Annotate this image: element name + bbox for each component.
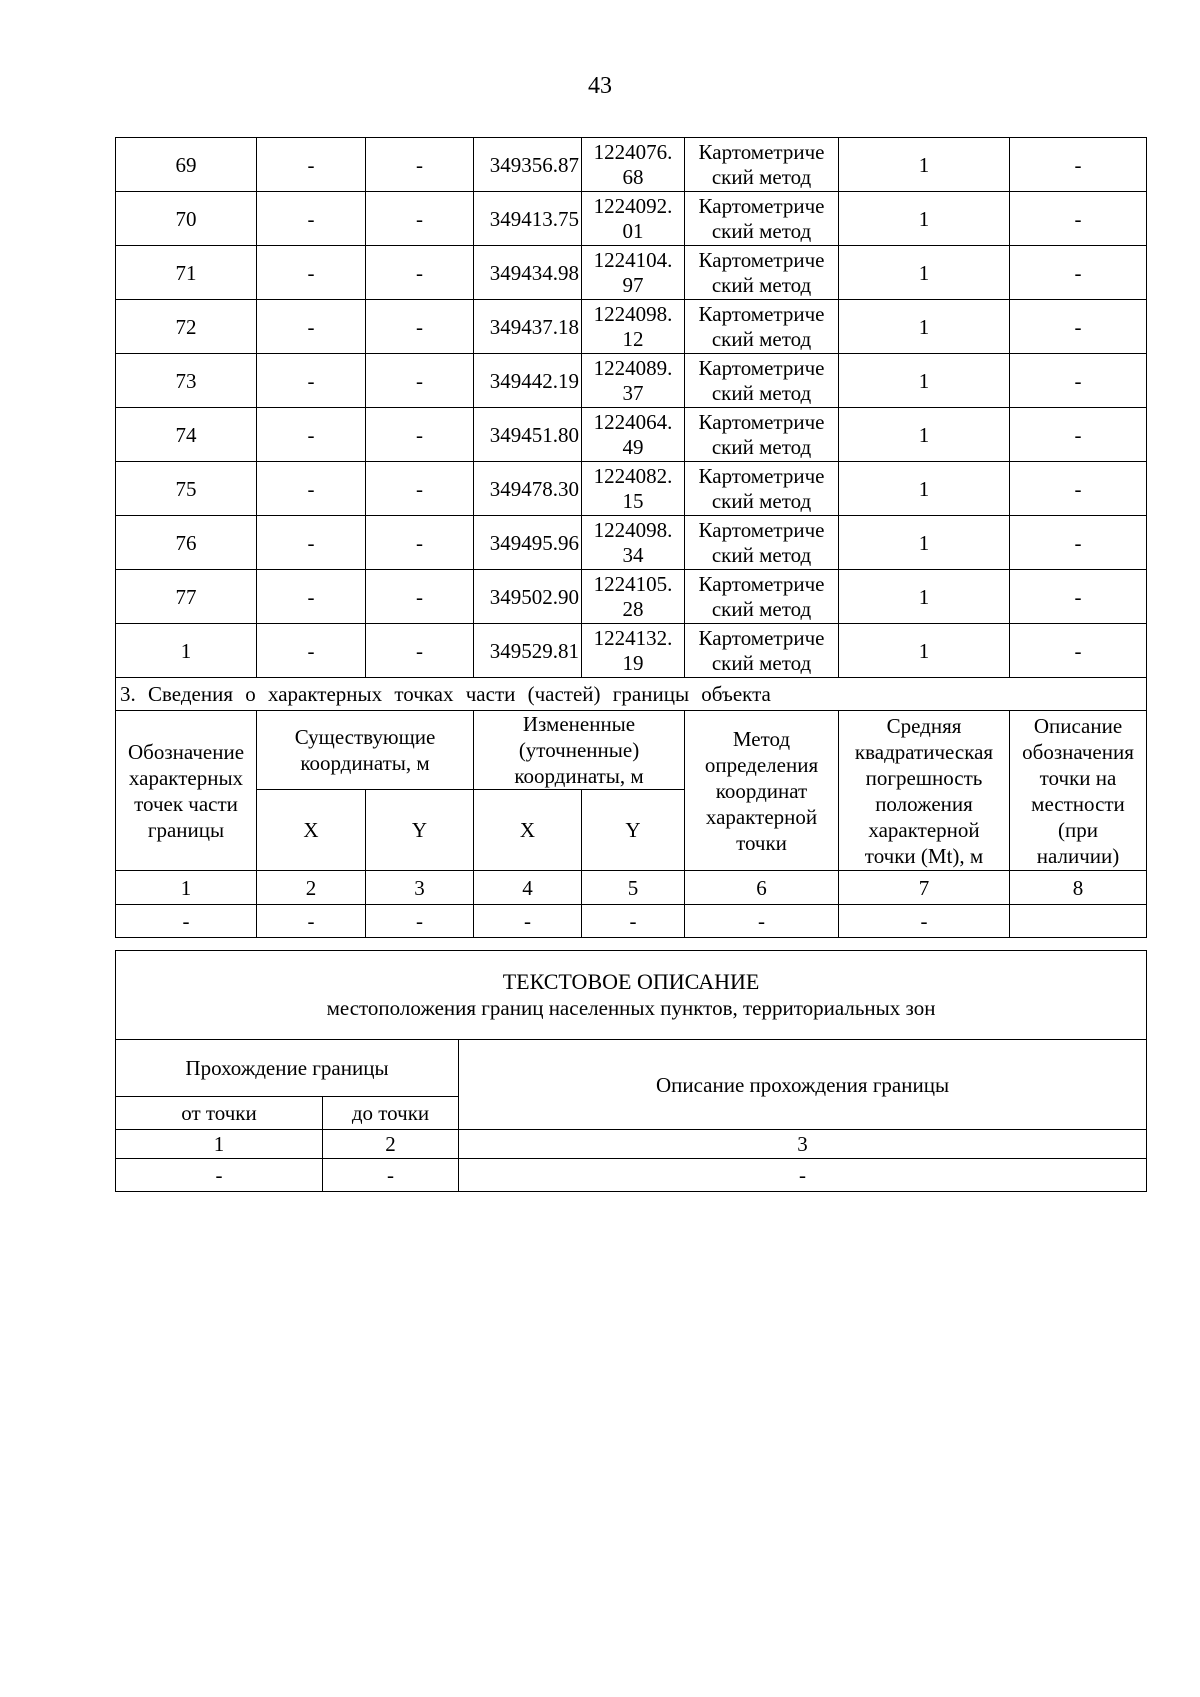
column-number: 5 <box>582 871 685 905</box>
method-cell <box>685 354 839 408</box>
mean-error-cell: 1 <box>839 354 1010 408</box>
existing-x-cell: - <box>257 408 366 462</box>
existing-y-cell: - <box>366 624 474 678</box>
existing-x-cell: - <box>257 462 366 516</box>
changed-y-cell-line: 1224064. <box>593 409 673 434</box>
changed-x-cell: 349437.18 <box>474 300 582 354</box>
description-cell: - <box>1010 516 1147 570</box>
changed-y-cell-line: 1224098. <box>593 301 673 326</box>
header-changed-coords: Измененные (уточненные) координаты, м <box>474 711 685 790</box>
changed-y-cell-line: 15 <box>622 488 644 513</box>
table-row <box>116 246 1147 300</box>
changed-y-cell <box>582 624 685 678</box>
table-row <box>116 192 1147 246</box>
changed-y-cell-line: 1224089. <box>593 355 673 380</box>
existing-y-cell: - <box>366 462 474 516</box>
changed-y-cell-line: 49 <box>622 434 644 459</box>
method-cell-line: Картометриче <box>698 571 825 596</box>
table-cell: - <box>474 905 582 938</box>
text-description-subtitle: местоположения границ населенных пунктов, территориальных зон <box>326 996 936 1020</box>
table-cell <box>1010 905 1147 938</box>
point-cell: 77 <box>116 570 257 624</box>
table-row <box>116 516 1147 570</box>
changed-y-cell <box>582 408 685 462</box>
existing-x-cell: - <box>257 300 366 354</box>
method-cell <box>685 408 839 462</box>
column-number: 1 <box>116 1130 323 1159</box>
table-cell: - <box>839 905 1010 938</box>
existing-x-cell: - <box>257 192 366 246</box>
text-column-number-row <box>116 1130 1147 1159</box>
method-cell-line: Картометриче <box>698 463 825 488</box>
from-point-header: от точки <box>116 1097 323 1130</box>
table-row <box>116 408 1147 462</box>
column-number: 1 <box>116 871 257 905</box>
method-cell-line: ский метод <box>711 596 812 621</box>
header-method: Метод определения координат характерной точки <box>685 711 839 871</box>
method-cell-line: ский метод <box>711 488 812 513</box>
description-cell: - <box>1010 138 1147 192</box>
existing-x-cell: - <box>257 354 366 408</box>
method-cell-line: ский метод <box>711 272 812 297</box>
changed-x-cell: 349356.87 <box>474 138 582 192</box>
point-cell: 75 <box>116 462 257 516</box>
changed-y-cell <box>582 570 685 624</box>
table-row <box>116 300 1147 354</box>
header-existing-coords: Существующие координаты, м <box>257 711 474 790</box>
changed-y-cell-line: 1224132. <box>593 625 673 650</box>
description-cell: - <box>1010 462 1147 516</box>
table-cell: - <box>582 905 685 938</box>
changed-y-cell <box>582 354 685 408</box>
mean-error-cell: 1 <box>839 462 1010 516</box>
coordinates-table <box>115 137 1147 938</box>
text-description-heading <box>116 951 1147 1040</box>
point-cell: 74 <box>116 408 257 462</box>
method-cell-line: Картометриче <box>698 409 825 434</box>
section3-block <box>116 678 1147 938</box>
changed-y-cell <box>582 462 685 516</box>
method-cell <box>685 516 839 570</box>
column-number: 4 <box>474 871 582 905</box>
existing-x-cell: - <box>257 246 366 300</box>
header-mean-error: Средняя квадратическая погрешность положения характерной точки (Mt), м <box>839 711 1010 871</box>
existing-y-cell: - <box>366 138 474 192</box>
existing-y-cell: - <box>366 354 474 408</box>
section3-empty-row <box>116 905 1147 938</box>
description-cell: - <box>1010 408 1147 462</box>
table-cell: - <box>257 905 366 938</box>
changed-x-cell: 349413.75 <box>474 192 582 246</box>
existing-x-cell: - <box>257 516 366 570</box>
method-cell-line: ский метод <box>711 380 812 405</box>
passage-header: Прохождение границы <box>116 1040 459 1097</box>
existing-x-cell: - <box>257 624 366 678</box>
method-cell-line: ский метод <box>711 650 812 675</box>
existing-y-cell: - <box>366 516 474 570</box>
description-cell: - <box>1010 354 1147 408</box>
method-cell <box>685 138 839 192</box>
column-number: 3 <box>366 871 474 905</box>
changed-y-cell <box>582 300 685 354</box>
changed-y-cell <box>582 192 685 246</box>
mean-error-cell: 1 <box>839 624 1010 678</box>
method-cell-line: Картометриче <box>698 355 825 380</box>
method-cell-line: Картометриче <box>698 517 825 542</box>
changed-y-cell-line: 1224098. <box>593 517 673 542</box>
changed-x-cell: 349478.30 <box>474 462 582 516</box>
method-cell-line: Картометриче <box>698 301 825 326</box>
point-cell: 1 <box>116 624 257 678</box>
changed-y-cell <box>582 516 685 570</box>
table-cell: - <box>366 905 474 938</box>
method-cell <box>685 570 839 624</box>
header-existing-y: Y <box>366 790 474 871</box>
mean-error-cell: 1 <box>839 300 1010 354</box>
existing-x-cell: - <box>257 138 366 192</box>
changed-x-cell: 349442.19 <box>474 354 582 408</box>
existing-y-cell: - <box>366 192 474 246</box>
table-row <box>116 462 1147 516</box>
column-number: 7 <box>839 871 1010 905</box>
column-number: 2 <box>323 1130 459 1159</box>
method-cell-line: Картометриче <box>698 193 825 218</box>
table-row <box>116 624 1147 678</box>
passage-description-header: Описание прохождения границы <box>459 1040 1147 1130</box>
method-cell <box>685 192 839 246</box>
method-cell-line: Картометриче <box>698 247 825 272</box>
changed-y-cell-line: 1224105. <box>593 571 673 596</box>
changed-x-cell: 349529.81 <box>474 624 582 678</box>
existing-y-cell: - <box>366 570 474 624</box>
changed-y-cell <box>582 138 685 192</box>
text-description-title: ТЕКСТОВОЕ ОПИСАНИЕ <box>502 969 760 994</box>
method-cell-line: ский метод <box>711 218 812 243</box>
changed-x-cell: 349434.98 <box>474 246 582 300</box>
method-cell <box>685 300 839 354</box>
table-cell: - <box>116 1159 323 1192</box>
mean-error-cell: 1 <box>839 246 1010 300</box>
mean-error-cell: 1 <box>839 570 1010 624</box>
changed-y-cell-line: 01 <box>622 218 644 243</box>
changed-x-cell: 349495.96 <box>474 516 582 570</box>
text-description-table <box>115 950 1147 1192</box>
coordinate-rows <box>116 138 1147 678</box>
column-number: 6 <box>685 871 839 905</box>
point-cell: 69 <box>116 138 257 192</box>
method-cell <box>685 462 839 516</box>
point-cell: 76 <box>116 516 257 570</box>
changed-x-cell: 349502.90 <box>474 570 582 624</box>
table-cell: - <box>459 1159 1147 1192</box>
changed-y-cell-line: 28 <box>622 596 644 621</box>
column-number: 3 <box>459 1130 1147 1159</box>
section3-title: 3. Сведения о характерных точках части (частей) границы объекта <box>116 678 1147 711</box>
mean-error-cell: 1 <box>839 192 1010 246</box>
description-cell: - <box>1010 570 1147 624</box>
changed-y-cell-line: 1224082. <box>593 463 673 488</box>
existing-y-cell: - <box>366 408 474 462</box>
description-cell: - <box>1010 624 1147 678</box>
changed-x-cell: 349451.80 <box>474 408 582 462</box>
point-cell: 70 <box>116 192 257 246</box>
point-cell: 72 <box>116 300 257 354</box>
mean-error-cell: 1 <box>839 516 1010 570</box>
changed-y-cell-line: 19 <box>622 650 644 675</box>
existing-y-cell: - <box>366 246 474 300</box>
changed-y-cell-line: 1224076. <box>593 139 673 164</box>
method-cell <box>685 624 839 678</box>
header-changed-x: X <box>474 790 582 871</box>
table-row <box>116 354 1147 408</box>
existing-y-cell: - <box>366 300 474 354</box>
to-point-header: до точки <box>323 1097 459 1130</box>
table-cell: - <box>323 1159 459 1192</box>
changed-y-cell-line: 1224104. <box>593 247 673 272</box>
header-point-description: Описание обозначения точки на местности (при наличии) <box>1010 711 1147 871</box>
method-cell <box>685 246 839 300</box>
description-cell: - <box>1010 300 1147 354</box>
method-cell-line: ский метод <box>711 434 812 459</box>
text-empty-row <box>116 1159 1147 1192</box>
mean-error-cell: 1 <box>839 408 1010 462</box>
method-cell-line: ский метод <box>711 542 812 567</box>
table-row <box>116 570 1147 624</box>
page-number: 43 <box>588 73 612 99</box>
header-designation: Обозначение характерных точек части границы <box>116 711 257 871</box>
changed-y-cell-line: 12 <box>622 326 644 351</box>
changed-y-cell-line: 97 <box>622 272 644 297</box>
changed-y-cell <box>582 246 685 300</box>
table-cell: - <box>116 905 257 938</box>
header-changed-y: Y <box>582 790 685 871</box>
point-cell: 71 <box>116 246 257 300</box>
description-cell: - <box>1010 246 1147 300</box>
description-cell: - <box>1010 192 1147 246</box>
changed-y-cell-line: 34 <box>622 542 644 567</box>
changed-y-cell-line: 1224092. <box>593 193 673 218</box>
method-cell-line: Картометриче <box>698 139 825 164</box>
point-cell: 73 <box>116 354 257 408</box>
column-number-row <box>116 871 1147 905</box>
table-cell: - <box>685 905 839 938</box>
table-row <box>116 138 1147 192</box>
column-number: 8 <box>1010 871 1147 905</box>
header-existing-x: X <box>257 790 366 871</box>
changed-y-cell-line: 37 <box>622 380 644 405</box>
column-number: 2 <box>257 871 366 905</box>
method-cell-line: Картометриче <box>698 625 825 650</box>
existing-x-cell: - <box>257 570 366 624</box>
changed-y-cell-line: 68 <box>622 164 644 189</box>
method-cell-line: ский метод <box>711 164 812 189</box>
method-cell-line: ский метод <box>711 326 812 351</box>
mean-error-cell: 1 <box>839 138 1010 192</box>
